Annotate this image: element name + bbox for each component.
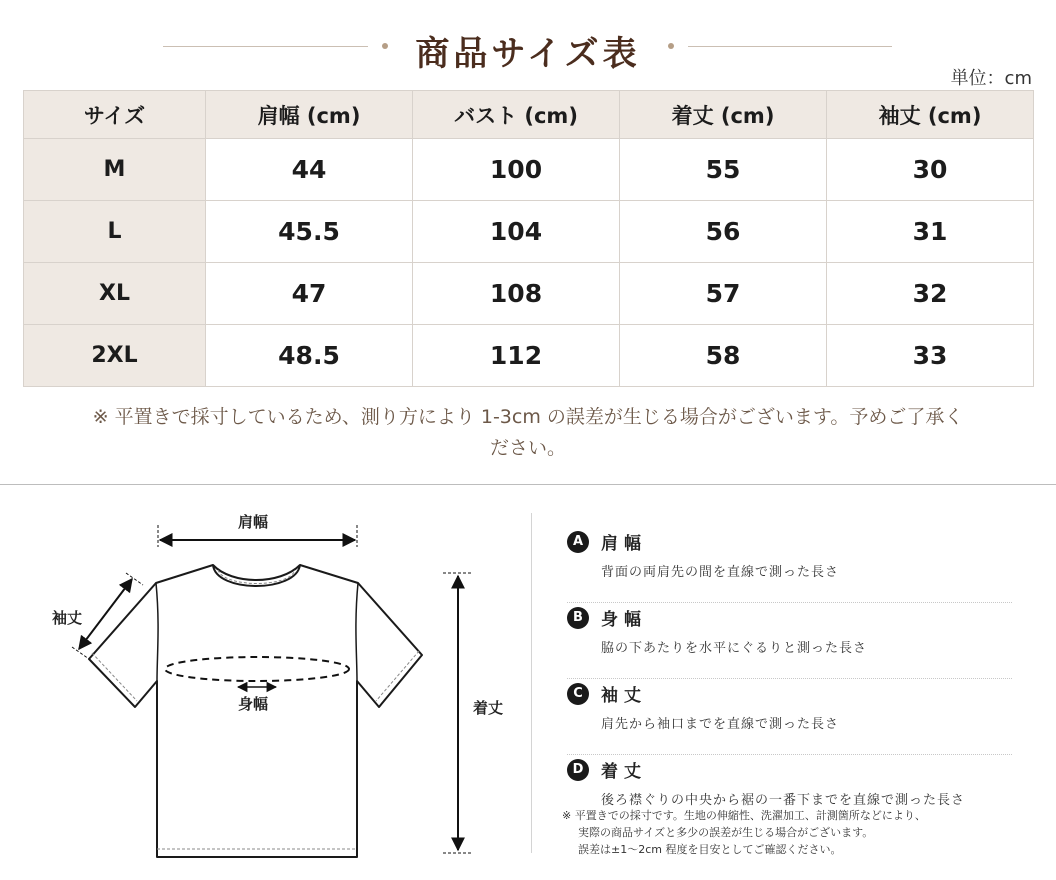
measurement-note-line: ※ 平置きで採寸しているため、測り方により 1-3cm の誤差が生じる場合がございます。予めご了承く bbox=[92, 406, 964, 428]
column-header-shoulder: 肩幅 (cm) bbox=[206, 91, 413, 139]
guide-note-line: 実際の商品サイズと多少の誤差が生じる場合がございます。 bbox=[578, 826, 874, 839]
table-cell: 45.5 bbox=[206, 201, 413, 263]
table-cell: 33 bbox=[827, 325, 1034, 387]
guide-note-line: 誤差は±1〜2cm 程度を目安としてご確認ください。 bbox=[578, 843, 842, 856]
column-header-bust: バスト (cm) bbox=[413, 91, 620, 139]
table-cell: 57 bbox=[620, 263, 827, 325]
unit-label: 単位：cm bbox=[950, 68, 1032, 89]
legend-title: 着丈 bbox=[601, 762, 647, 782]
legend-badge: C bbox=[567, 683, 589, 705]
panel-divider bbox=[531, 513, 532, 853]
page-title: 商品サイズ表 bbox=[415, 34, 641, 74]
legend-title: 身幅 bbox=[601, 610, 647, 630]
chest-label: 身幅 bbox=[238, 695, 269, 713]
table-cell: 32 bbox=[827, 263, 1034, 325]
table-cell: 112 bbox=[413, 325, 620, 387]
table-row bbox=[24, 263, 1034, 325]
table-cell: 55 bbox=[620, 139, 827, 201]
table-cell: 104 bbox=[413, 201, 620, 263]
legend-item-chest bbox=[567, 603, 1012, 679]
length-label: 着丈 bbox=[473, 699, 504, 717]
table-cell: 44 bbox=[206, 139, 413, 201]
column-header-size: サイズ bbox=[24, 91, 206, 139]
table-cell: 47 bbox=[206, 263, 413, 325]
shoulder-label: 肩幅 bbox=[238, 513, 269, 531]
legend-badge: A bbox=[567, 531, 589, 553]
legend-description: 背面の両肩先の間を直線で測った長さ bbox=[601, 565, 840, 580]
legend-description: 脇の下あたりを水平にぐるりと測った長さ bbox=[601, 641, 868, 656]
title-rule-right bbox=[688, 46, 892, 47]
title-dot-left bbox=[382, 43, 388, 49]
legend-title: 肩幅 bbox=[601, 534, 647, 554]
title-rule-left bbox=[163, 46, 368, 47]
guide-note-line: ※ 平置きでの採寸です。生地の伸縮性、洗濯加工、計測箇所などにより、 bbox=[562, 809, 926, 822]
title-bar bbox=[0, 22, 1056, 72]
size-label: M bbox=[24, 139, 206, 201]
table-cell: 56 bbox=[620, 201, 827, 263]
table-row bbox=[24, 201, 1034, 263]
table-cell: 108 bbox=[413, 263, 620, 325]
guide-note bbox=[562, 807, 1032, 858]
legend-badge: D bbox=[567, 759, 589, 781]
table-row bbox=[24, 139, 1034, 201]
size-label: L bbox=[24, 201, 206, 263]
size-label: 2XL bbox=[24, 325, 206, 387]
table-row bbox=[24, 325, 1034, 387]
legend-title: 袖丈 bbox=[601, 686, 647, 706]
measurement-legend bbox=[567, 527, 1012, 821]
tshirt-diagram bbox=[0, 485, 531, 880]
size-label: XL bbox=[24, 263, 206, 325]
table-cell: 48.5 bbox=[206, 325, 413, 387]
title-dot-right bbox=[668, 43, 674, 49]
legend-description: 後ろ襟ぐりの中央から裾の一番下までを直線で測った長さ bbox=[601, 793, 966, 808]
legend-badge: B bbox=[567, 607, 589, 629]
measurement-note-line: ださい。 bbox=[489, 437, 566, 459]
table-cell: 58 bbox=[620, 325, 827, 387]
table-header-row bbox=[24, 91, 1034, 139]
table-cell: 31 bbox=[827, 201, 1034, 263]
legend-description: 肩先から袖口までを直線で測った長さ bbox=[601, 717, 840, 732]
measurement-note bbox=[40, 402, 1016, 464]
legend-item-shoulder bbox=[567, 527, 1012, 603]
legend-item-sleeve bbox=[567, 679, 1012, 755]
measurement-guide-panel bbox=[0, 484, 1056, 880]
size-table bbox=[23, 90, 1034, 387]
table-cell: 100 bbox=[413, 139, 620, 201]
column-header-length: 着丈 (cm) bbox=[620, 91, 827, 139]
sleeve-label: 袖丈 bbox=[52, 609, 83, 627]
table-cell: 30 bbox=[827, 139, 1034, 201]
column-header-sleeve: 袖丈 (cm) bbox=[827, 91, 1034, 139]
